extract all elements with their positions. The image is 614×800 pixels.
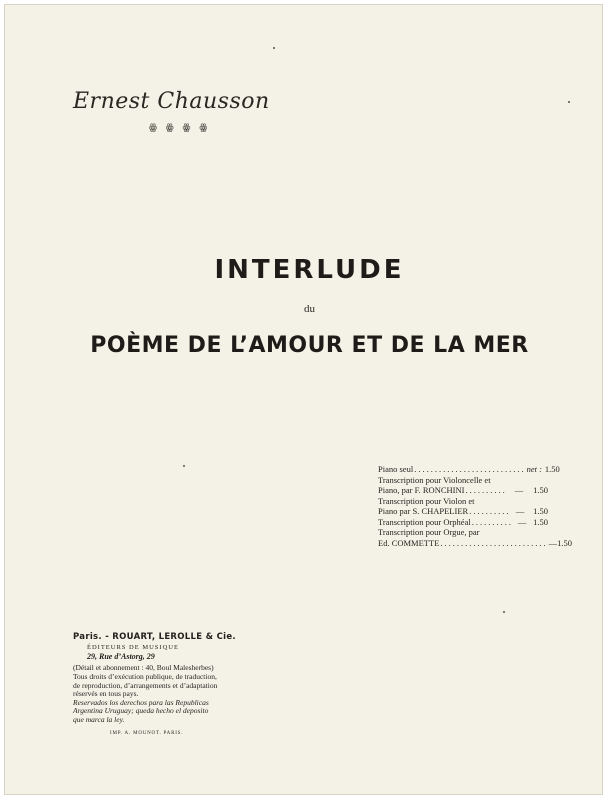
- publisher-tagline: ÉDITEURS DE MUSIQUE: [87, 644, 179, 651]
- price-row-orgue: [378, 537, 573, 549]
- price-label: Piano seul: [378, 464, 414, 474]
- dot-leader: ..........: [465, 485, 507, 495]
- paper-speck: [273, 47, 275, 49]
- price-label: Transcription pour Orgue, par: [378, 527, 480, 537]
- rights-line: Reservados los derechos para las Republicas: [73, 697, 209, 707]
- publisher-address: 29, Rue d’Astorg, 29: [87, 652, 155, 661]
- price-value: 1.50: [533, 516, 548, 527]
- price-row-orpheal: [378, 517, 548, 528]
- page: [4, 4, 603, 795]
- price-label: Transcription pour Orphéal: [378, 516, 471, 527]
- net-label: net :: [526, 464, 542, 474]
- price-value: 1.50: [533, 506, 548, 516]
- dot-leader: ..........: [469, 506, 511, 516]
- dot-leader: ..........: [471, 516, 513, 527]
- spanish-rights-notice: [73, 699, 273, 725]
- price-label: Piano par S. CHAPELIER: [378, 506, 469, 516]
- price-label: Piano, par F. RONCHINI: [378, 485, 465, 495]
- rights-line: réservés en tous pays.: [73, 689, 139, 698]
- composer-name: Ernest Chausson: [73, 89, 270, 114]
- price-list: [378, 464, 573, 548]
- publisher-imprint: [73, 632, 273, 736]
- rights-line: que marca la ley.: [73, 714, 125, 724]
- price-row-violon: [378, 506, 548, 517]
- paper-speck: [183, 465, 185, 467]
- paper-speck: [503, 611, 505, 613]
- price-value: 1.50: [544, 464, 560, 474]
- rights-line: de reproduction, d’arrangements et d’adaptation: [73, 680, 218, 690]
- printer-credit: IMP. A. MOUNOT. PARIS.: [110, 731, 184, 736]
- rights-line: Argentina Uruguay; queda hecho el deposito: [73, 706, 209, 715]
- price-label: Ed. COMMETTE: [378, 537, 440, 548]
- price-dash: —: [515, 506, 525, 516]
- rights-line: Tous droits d’exécution publique, de traduction,: [73, 672, 217, 681]
- price-dash: —: [517, 516, 527, 527]
- title: INTERLUDE: [214, 255, 405, 285]
- price-dash: —: [514, 485, 524, 495]
- publisher-name: Paris. - ROUART, LEROLLE & Cie.: [73, 632, 236, 642]
- title-connector: du: [304, 303, 315, 315]
- ornament: ꙮ ꙮ ꙮ ꙮ: [149, 123, 211, 133]
- price-label: Transcription pour Violon et: [378, 495, 475, 506]
- dot-leader: ..........................: [440, 537, 548, 548]
- price-value: 1.50: [533, 485, 548, 495]
- subtitle: POÈME DE L’AMOUR ET DE LA MER: [90, 333, 529, 358]
- price-row-violoncelle: [378, 485, 548, 496]
- dot-leader: ...........................: [414, 464, 526, 474]
- price-row-piano: [378, 464, 560, 475]
- price-label: Transcription pour Violoncelle et: [378, 474, 491, 485]
- price-dash: —: [548, 537, 558, 548]
- price-value: 1.50: [557, 537, 573, 548]
- rights-notice: [73, 673, 273, 699]
- publisher-detail: (Détail et abonnement : 40, Boul Malesherbes): [73, 663, 214, 672]
- paper-speck: [568, 101, 570, 103]
